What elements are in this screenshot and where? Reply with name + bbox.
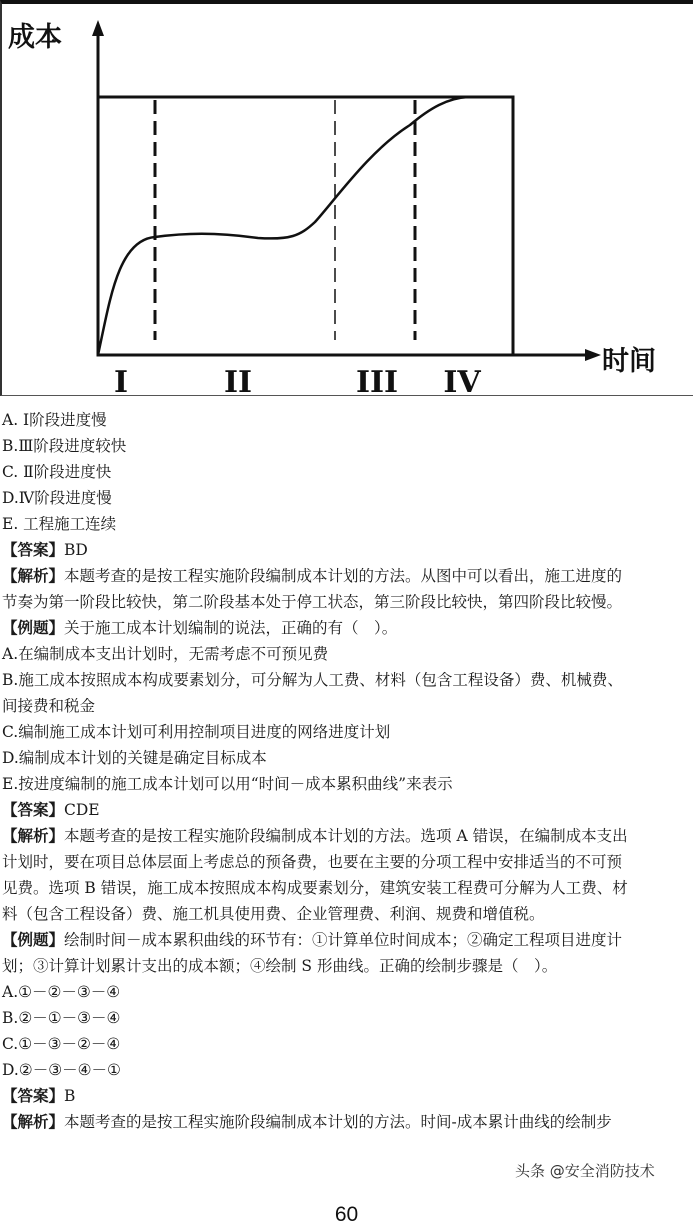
example-tag: 【例题】 [2, 930, 65, 949]
x-axis-label: 时间 [602, 346, 656, 377]
analysis-tag: 【解析】 [2, 826, 65, 845]
q3-analysis-line-1 [2, 1109, 693, 1135]
answer-value: CDE [64, 801, 100, 819]
y-axis-arrow-icon [92, 20, 104, 36]
q2-option-e: E.按进度编制的施工成本计划可以用“时间－成本累积曲线”来表示 [2, 775, 453, 793]
q2-option-d: D.编制成本计划的关键是确定目标成本 [2, 749, 267, 767]
answer-value: B [64, 1087, 76, 1105]
q3-question-line-2: 划；③计算计划累计支出的成本额；④绘制 S 形曲线。正确的绘制步骤是（ ）。 [2, 957, 558, 975]
analysis-text: 本题考查的是按工程实施阶段编制成本计划的方法。选项 A 错误，在编制成本支出 [64, 827, 628, 845]
page-number: 60 [334, 1203, 359, 1226]
q2-analysis-line-4: 料（包含工程设备）费、施工机具使用费、企业管理费、利润、规费和增值税。 [2, 905, 545, 923]
q3-question-line-1 [2, 927, 693, 953]
q1-option-b: B.Ⅲ阶段进度较快 [2, 437, 127, 455]
phase-label-3: III [355, 365, 399, 400]
document-body [2, 407, 693, 1135]
q3-option-a: A.①－②－③－④ [2, 983, 121, 1001]
q2-analysis-line-2: 计划时，要在项目总体层面上考虑总的预备费，也要在主要的分项工程中安排适当的不可预 [2, 853, 623, 871]
q2-answer [2, 797, 693, 823]
analysis-text: 本题考查的是按工程实施阶段编制成本计划的方法。从图中可以看出，施工进度的 [64, 567, 623, 585]
q2-question [2, 615, 693, 641]
q2-analysis-line-1 [2, 823, 693, 849]
phase-label-2: II [223, 365, 253, 400]
q1-option-a: A. Ⅰ阶段进度慢 [2, 411, 107, 429]
question-text: 绘制时间－成本累积曲线的环节有：①计算单位时间成本；②确定工程项目进度计 [64, 931, 623, 949]
plan-box [98, 97, 513, 355]
q2-option-c: C.编制施工成本计划可利用控制项目进度的网络进度计划 [2, 723, 391, 741]
q2-option-a: A.在编制成本支出计划时，无需考虑不可预见费 [2, 645, 329, 663]
q3-answer [2, 1083, 693, 1109]
cost-time-figure [0, 0, 693, 400]
q3-option-d: D.②－③－④－① [2, 1061, 121, 1079]
watermark: 头条 @安全消防技术 [515, 1162, 655, 1180]
q2-option-b: B.施工成本按照成本构成要素划分，可分解为人工费、材料（包含工程设备）费、机械费、 [2, 671, 623, 689]
q1-analysis-line-2: 节奏为第一阶段比较快，第二阶段基本处于停工状态，第三阶段比较快，第四阶段比较慢。 [2, 593, 623, 611]
q2-analysis-line-3: 见费。选项 B 错误，施工成本按照成本构成要素划分，建筑安装工程费可分解为人工费、材 [2, 879, 628, 897]
y-axis-label: 成本 [8, 22, 62, 53]
q1-analysis-line-1 [2, 563, 693, 589]
phase-label-4: IV [443, 365, 481, 400]
s-curve-chart [0, 0, 693, 400]
analysis-tag: 【解析】 [2, 566, 65, 585]
q2-option-b-cont: 间接费和税金 [2, 697, 96, 715]
x-axis-arrow-icon [585, 349, 601, 361]
answer-tag: 【答案】 [2, 540, 65, 559]
answer-value: BD [64, 541, 88, 559]
analysis-tag: 【解析】 [2, 1112, 65, 1131]
q1-option-e: E. 工程施工连续 [2, 515, 117, 533]
phase-label-1: I [113, 365, 129, 400]
answer-tag: 【答案】 [2, 1086, 65, 1105]
q1-option-d: D.Ⅳ阶段进度慢 [2, 489, 112, 507]
example-tag: 【例题】 [2, 618, 65, 637]
analysis-text: 本题考查的是按工程实施阶段编制成本计划的方法。时间-成本累计曲线的绘制步 [64, 1113, 612, 1131]
q1-option-c: C. Ⅱ阶段进度快 [2, 463, 112, 481]
question-text: 关于施工成本计划编制的说法，正确的有（ ）。 [64, 619, 398, 637]
q3-option-b: B.②－①－③－④ [2, 1009, 121, 1027]
answer-tag: 【答案】 [2, 800, 65, 819]
q1-answer [2, 537, 693, 563]
q3-option-c: C.①－③－②－④ [2, 1035, 121, 1053]
